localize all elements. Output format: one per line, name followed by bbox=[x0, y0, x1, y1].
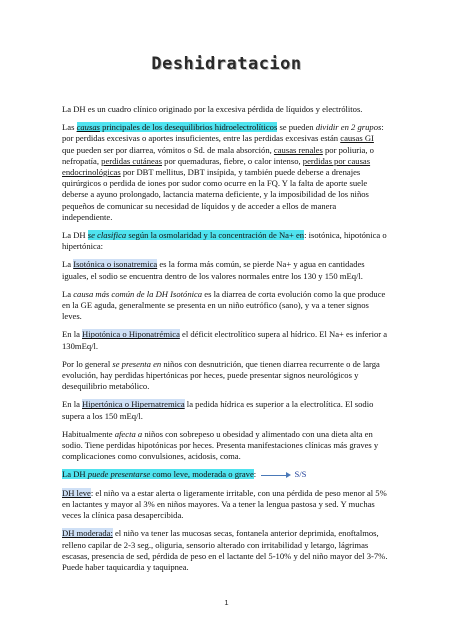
text: Habitualmente bbox=[62, 428, 115, 439]
paragraph-dh-moderada bbox=[62, 528, 388, 573]
text: En la bbox=[62, 399, 83, 410]
paragraph-isotonica bbox=[62, 259, 388, 281]
text-italic: se presenta en bbox=[112, 358, 162, 369]
text: En la bbox=[62, 329, 83, 340]
text: La DH bbox=[62, 230, 88, 241]
highlighted-term: DH leve bbox=[62, 487, 91, 498]
highlighted-italic-text: puede presentarse bbox=[87, 469, 151, 480]
text: niños con sobrepeso u obesidad y alimentado con una dieta alta en sodio. Tiene perdidas hipotónicas por heces. Presenta manifestaciones clínicas más graves y complicaciones como convulsiones, acidosis, coma. bbox=[62, 428, 379, 462]
highlighted-italic-text: se clasifica bbox=[87, 230, 127, 241]
highlighted-text: principales de los desequilibrios hidroelectrolíticos bbox=[99, 122, 278, 133]
text: se pueden bbox=[277, 122, 316, 133]
text-italic: dividir en 2 grupos bbox=[315, 122, 382, 133]
page-number: 1 bbox=[224, 598, 229, 607]
text: que pueden ser por diarrea, vómitos o Sd. de mala absorción, bbox=[62, 144, 274, 155]
paragraph-severity bbox=[62, 469, 388, 480]
text: es la diarrea de corta evolución como la que produce en la GE aguda, generalmente se presenta en un niño eutrófico (sano), y va a tener signos leves. bbox=[62, 288, 386, 322]
arrow-right-icon bbox=[261, 475, 289, 476]
paragraph-causa-isotonica bbox=[62, 289, 388, 323]
text: por quemaduras, fiebre, o calor intenso, bbox=[162, 155, 303, 166]
paragraph-intro bbox=[62, 104, 388, 115]
text: la pedida hídrica es superior a la electrolítica. El sodio supera a los 150 mEq/l. bbox=[62, 399, 374, 421]
document-body bbox=[62, 104, 388, 580]
paragraph-hipertonica bbox=[62, 399, 388, 421]
text-underlined: causas renales bbox=[273, 144, 323, 155]
text-causas: causas bbox=[76, 122, 100, 133]
text: Por lo general bbox=[62, 358, 113, 369]
text: Las bbox=[62, 122, 77, 133]
text-underlined: causas GI bbox=[340, 133, 374, 144]
text: : bbox=[253, 469, 257, 480]
paragraph-classification bbox=[62, 230, 388, 252]
highlighted-term: Isotónica o isonatremica bbox=[73, 259, 158, 270]
text: La DH es un cuadro clínico originado por la excesiva pérdida de líquidos y electrólitos. bbox=[62, 104, 363, 114]
paragraph-dh-leve bbox=[62, 488, 388, 522]
text-underlined: perdidas cutáneas bbox=[101, 155, 162, 166]
text-italic: afecta a bbox=[114, 428, 143, 439]
highlighted-term: Hipertónica o Hipernatremica bbox=[82, 399, 185, 410]
paragraph-hipotonica bbox=[62, 329, 388, 351]
highlighted-text: como leve, moderada o grave bbox=[150, 469, 254, 480]
highlighted-text: La DH bbox=[62, 469, 88, 480]
highlighted-text: según la osmolaridad y la concentración de Na+ en bbox=[126, 230, 305, 241]
text: el niño va tener las mucosas secas, fontanela anterior deprimida, enoftalmos, relleno capilar de 2-3 seg., oliguria, sensorio alterado con irritabilidad y letargo, lágrimas escasas, presencia de sed, pérdida de peso en el lactante del 5-10% y del niño mayor del 3-7%. Puede haber taquicardia y taquipnea. bbox=[62, 528, 388, 572]
paragraph-hipotonica-presentacion bbox=[62, 359, 388, 393]
text-italic: causa más común de la DH Isotónica bbox=[73, 288, 203, 299]
text: : por perdidas excesivas o aportes insuficientes, entre las perdidas excesivas están bbox=[62, 122, 384, 144]
text: La bbox=[62, 288, 74, 299]
text: por poliuria, o nefropatía, bbox=[62, 144, 374, 166]
paragraph-hipertonica-afecta bbox=[62, 429, 388, 463]
highlighted-term: DH moderada: bbox=[62, 528, 113, 539]
text: niños con desnutrición, que tienen diarrea recurrente o de larga evolución, hay perdidas hipertónicas por heces, puede presentar signos neurológicos y desequilibrio metabólico. bbox=[62, 358, 380, 392]
paragraph-causes bbox=[62, 122, 388, 223]
text: : isotónica, hipotónica o hipertónica: bbox=[62, 230, 387, 252]
text-underlined: perdidas por causas endocrinológicas bbox=[62, 155, 371, 178]
text: : el niño va a estar alerta o ligeramente irritable, con una pérdida de peso menor al 5% en lactantes y mayor al 3% en niños mayores. Va a tener la lengua pastosa y sed. Y muchas veces la clínica pasa desapercibida. bbox=[62, 487, 387, 521]
text: es la forma más común, se pierde Na+ y agua en cantidades iguales, el sodio se encuentra dentro de los valores normales entre los 130 y 150 mEq/l. bbox=[62, 259, 365, 281]
highlighted-term: Hipotónica o Hiponatrémica bbox=[82, 329, 180, 340]
page-title: Deshidratacion bbox=[151, 54, 302, 74]
signs-symptoms-label: S/S bbox=[294, 469, 307, 480]
text: La bbox=[62, 259, 74, 270]
text: por DBT mellitus, DBT insípida, y también puede deberse a drenajes quirúrgicos o perdida de iones por sudor como ocurre en la FQ. Y la falta de aporte suele deberse a ayuno prolongado, lactancia materna deficiente, y la imposibilidad de los niños pequeños de comunicar su necesidad de líquidos y de acceder a ellos de manera independiente. bbox=[62, 167, 369, 222]
text: el déficit electrolítico supera al hídrico. El Na+ es inferior a 130mEq/l. bbox=[62, 329, 388, 351]
